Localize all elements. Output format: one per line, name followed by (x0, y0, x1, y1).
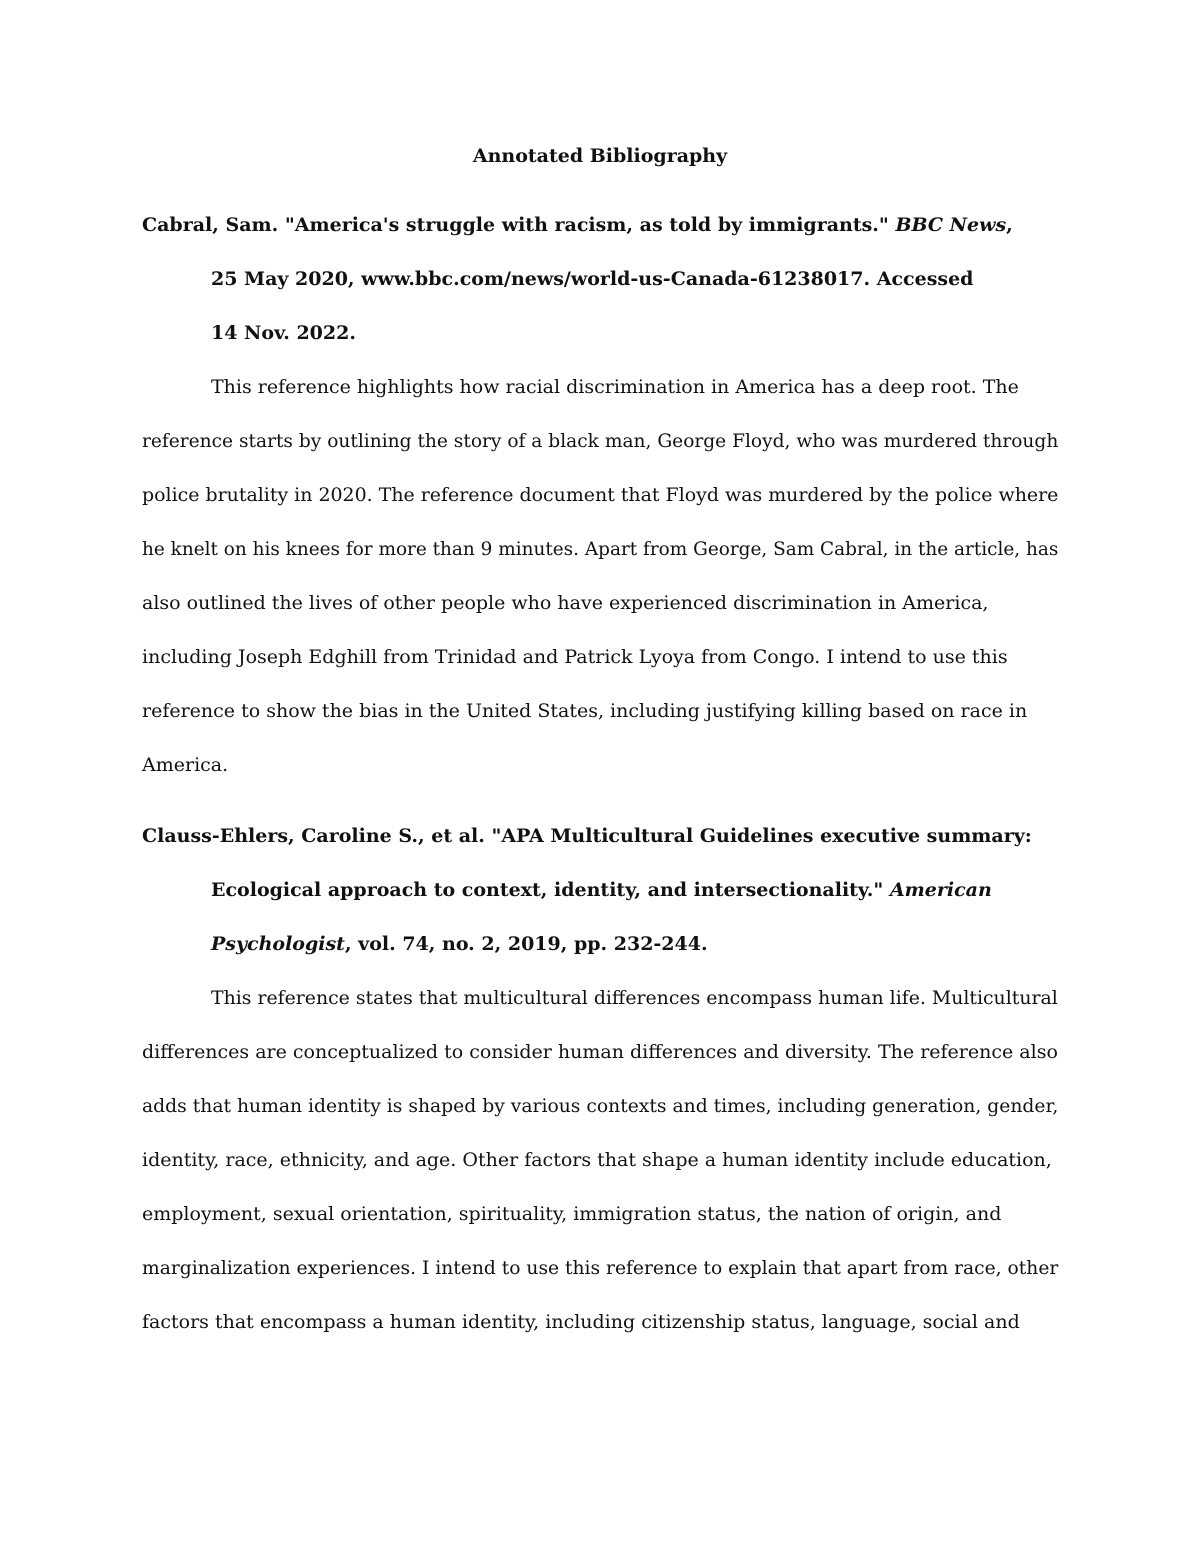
entry1-comma: , (1006, 214, 1013, 236)
entry2-publication-details: , vol. 74, no. 2, 2019, pp. 232-244. (344, 933, 708, 955)
entry1-source: BBC News (895, 214, 1007, 236)
entry2-annotation-line: employment, sexual orientation, spirituality, immigration status, the nation of origin, and (142, 1203, 1002, 1225)
entry2-source-part2: Psychologist (211, 933, 345, 955)
entry2-annotation-line: This reference states that multicultural differences encompass human life. Multicultural (211, 987, 1058, 1009)
entry2-annotation-line: differences are conceptualized to consider human differences and diversity. The reference also (142, 1041, 1058, 1063)
entry1-author: Cabral, Sam. (142, 214, 285, 236)
entry1-article-title: "America's struggle with racism, as told by immigrants." (284, 214, 896, 236)
entry1-annotation-line: reference to show the bias in the United States, including justifying killing based on race in (142, 700, 1028, 722)
entry1-citation-line3: 14 Nov. 2022. (211, 322, 356, 344)
entry1-annotation-line: reference starts by outlining the story of a black man, George Floyd, who was murdered through (142, 430, 1059, 452)
entry1-annotation-line: This reference highlights how racial discrimination in America has a deep root. The (211, 376, 1019, 398)
entry2-citation-line1: Clauss-Ehlers, Caroline S., et al. "APA Multicultural Guidelines executive summary: (142, 825, 1032, 847)
entry2-article-title: Ecological approach to context, identity, and intersectionality." (211, 879, 890, 901)
entry1-annotation-line: police brutality in 2020. The reference document that Floyd was murdered by the police where (142, 484, 1059, 506)
entry2-annotation-line: factors that encompass a human identity, including citizenship status, language, social and (142, 1311, 1020, 1333)
entry2-citation-line3 (211, 931, 708, 957)
entry2-citation-line2 (211, 877, 992, 903)
entry2-annotation-line: adds that human identity is shaped by various contexts and times, including generation, gender, (142, 1095, 1059, 1117)
document-title: Annotated Bibliography (472, 145, 728, 167)
entry1-annotation-line: including Joseph Edghill from Trinidad and Patrick Lyoya from Congo. I intend to use this (142, 646, 1008, 668)
entry2-annotation-line: identity, race, ethnicity, and age. Other factors that shape a human identity include education, (142, 1149, 1052, 1171)
entry2-source-part1: American (889, 879, 992, 901)
entry1-citation-line1 (142, 212, 1013, 238)
entry1-annotation-line: America. (142, 754, 229, 776)
entry1-annotation-line: he knelt on his knees for more than 9 minutes. Apart from George, Sam Cabral, in the article, has (142, 538, 1059, 560)
entry1-citation-line2: 25 May 2020, www.bbc.com/news/world-us-Canada-61238017. Accessed (211, 268, 974, 290)
entry1-annotation-line: also outlined the lives of other people who have experienced discrimination in America, (142, 592, 989, 614)
entry2-annotation-line: marginalization experiences. I intend to use this reference to explain that apart from race, other (142, 1257, 1059, 1279)
